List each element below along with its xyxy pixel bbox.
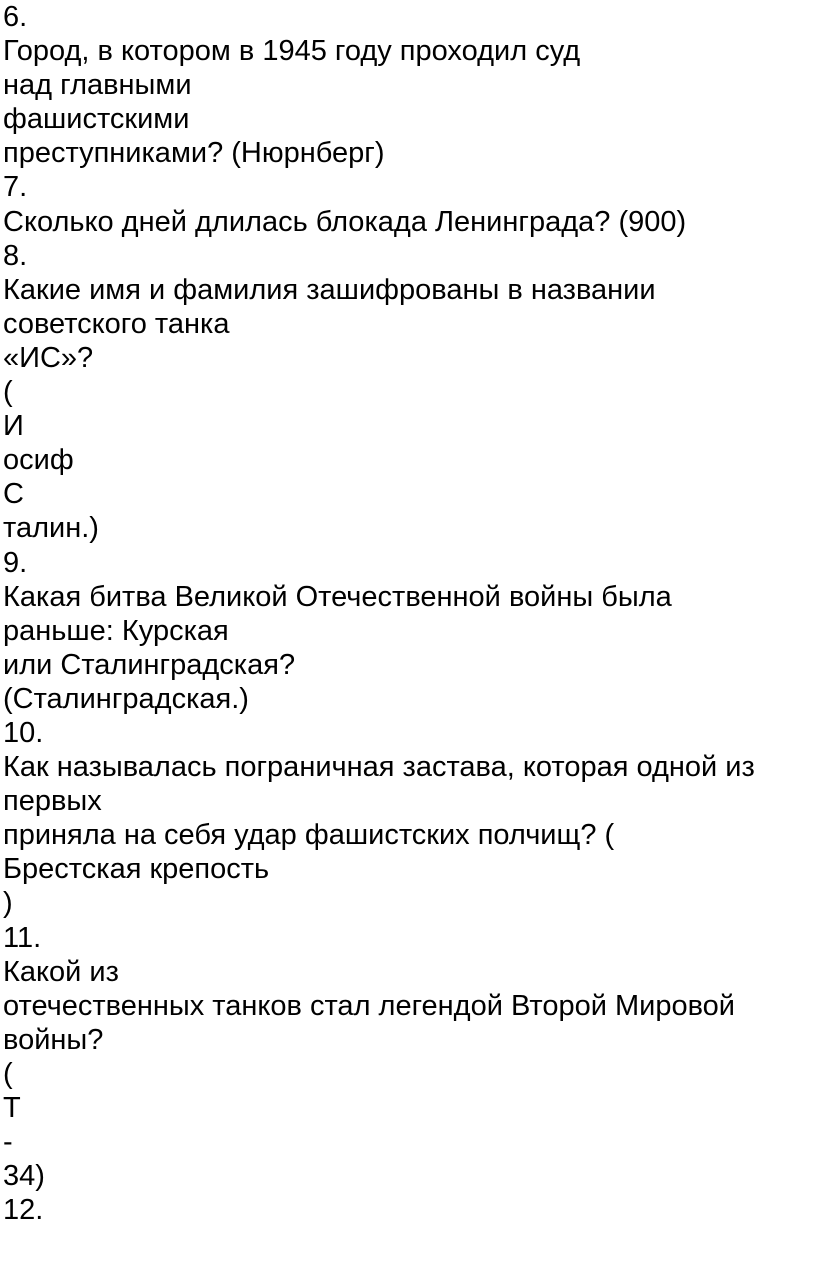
question-6-text-line: фашистскими: [3, 103, 190, 136]
question-9-answer-line: (Сталинградская.): [3, 682, 249, 715]
question-8-answer-line: талин.): [3, 512, 99, 545]
question-9-text-line: или Сталинградская?: [3, 648, 296, 681]
question-8-answer-line: И: [3, 410, 24, 443]
question-10-text-line: Как называлась пограничная застава, которая одной из: [3, 751, 755, 784]
question-7-text-line: Сколько дней длилась блокада Ленинграда? (900): [3, 205, 687, 238]
question-10-answer-line: Брестская крепость: [3, 853, 270, 886]
question-8-text-line: «ИС»?: [3, 341, 94, 374]
question-8-answer-line: осиф: [3, 444, 74, 477]
question-9-text-line: Какая битва Великой Отечественной войны была: [3, 580, 672, 613]
question-number-6: 6.: [3, 1, 28, 33]
question-10-text-line: приняла на себя удар фашистских полчищ? (: [3, 819, 615, 852]
question-10-answer-line: ): [3, 887, 13, 920]
question-11-text-line: Какой из: [3, 955, 119, 988]
question-number-7: 7.: [3, 171, 28, 204]
question-number-11: 11.: [3, 921, 42, 954]
question-10-text-line: первых: [3, 785, 102, 818]
question-11-answer-line: Т: [3, 1092, 21, 1124]
question-9-text-line: раньше: Курская: [3, 614, 229, 647]
question-11-text-line: отечественных танков стал легендой Второй Мировой: [3, 989, 735, 1022]
question-11-answer-line: (: [3, 1057, 13, 1090]
question-6-answer-line: преступниками? (Нюрнберг): [3, 137, 385, 170]
question-8-answer-line: (: [3, 376, 13, 409]
question-8-text-line: советского танка: [3, 307, 230, 340]
question-11-text-line: войны?: [3, 1023, 104, 1056]
question-8-text-line: Какие имя и фамилия зашифрованы в названии: [3, 273, 656, 306]
question-11-answer-line: -: [3, 1126, 13, 1159]
question-6-text-line: Город, в котором в 1945 году проходил суд: [3, 35, 581, 68]
document-text: [3, 0, 755, 1227]
question-number-12: 12.: [3, 1194, 44, 1227]
question-number-9: 9.: [3, 546, 28, 579]
question-11-answer-line: 34): [3, 1160, 45, 1193]
question-6-text-line: над главными: [3, 69, 192, 102]
question-8-answer-line: С: [3, 478, 24, 511]
question-number-10: 10.: [3, 716, 44, 749]
question-number-8: 8.: [3, 239, 28, 272]
